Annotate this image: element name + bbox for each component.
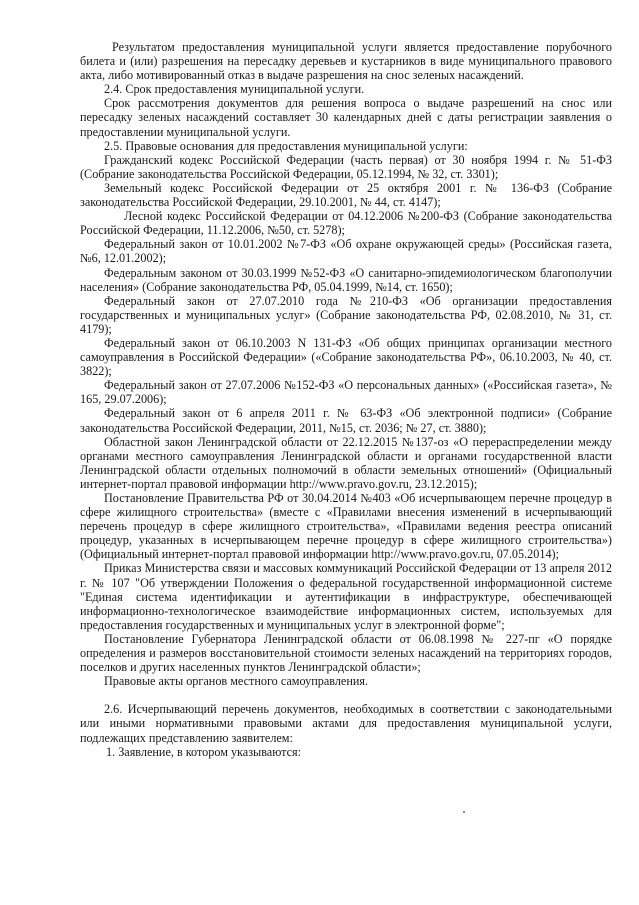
legal-basis-government-decree: Постановление Правительства РФ от 30.04.2014 №403 «Об исчерпывающем перечне процедур в сфере жилищного строительства» (вместе с «Правилами внесения изменений в исчерпывающий перечень процедур в сфере жилищного строительства», «Правилами ведения реестра описаний процедур, указанных в исчерпывающем перечне процедур в сфере жилищного строительства») (Официальный интернет-портал правовой информации http://www.pravo.gov.ru, 07.05.2014);: [80, 491, 612, 562]
document-body: [80, 40, 612, 759]
legal-basis-sanitary-law: Федеральным законом от 30.03.1999 №52-ФЗ «О санитарно-эпидемиологическом благополучии населения» (Собрание законодательства РФ, 05.04.1999, №14, ст. 1650);: [80, 265, 612, 294]
legal-basis-personal-data-law: Федеральный закон от 27.07.2006 №152-ФЗ «О персональных данных» («Российская газета», № 165, 29.07.2006);: [80, 378, 612, 407]
result-paragraph: Результатом предоставления муниципальной услуги является предоставление порубочного билета и (или) разрешения на пересадку деревьев и кустарников в виде муниципального правового акта, либо мотивированный отказ в выдаче разрешения на снос зеленых насаждений.: [80, 40, 612, 83]
section-2-5-heading: 2.5. Правовые основания для предоставления муниципальной услуги:: [104, 138, 468, 153]
legal-basis-forest-code: Лесной кодекс Российской Федерации от 04.12.2006 №200-ФЗ (Собрание законодательства Российской Федерации, 11.12.2006, №50, ст. 5278);: [80, 209, 612, 238]
legal-basis-local-acts: Правовые акты органов местного самоуправления.: [104, 674, 369, 689]
legal-basis-governor-decree: Постановление Губернатора Ленинградской области от 06.08.1998 № 227-пг «О порядке определения и размеров восстановительной стоимости зеленых насаждений на территориях городов, поселков и других населенных пунктов Ленинградской области»;: [80, 631, 612, 675]
legal-basis-civil-code: Гражданский кодекс Российской Федерации (часть первая) от 30 ноября 1994 г. № 51-ФЗ (Собрание законодательства Российской Федерации, 05.12.1994, № 32, ст. 3301);: [80, 152, 612, 181]
legal-basis-land-code: Земельный кодекс Российской Федерации от 25 октября 2001 г. № 136-ФЗ (Собрание законодательства Российской Федерации, 29.10.2001, № 44, ст. 4147);: [80, 180, 612, 210]
legal-basis-self-government-law: Федеральный закон от 06.10.2003 N 131-ФЗ «Об общих принципах организации местного самоуправления в Российской Федерации» («Собрание законодательства РФ», 06.10.2003, № 40, ст. 3822);: [80, 335, 612, 379]
legal-basis-regional-law: Областной закон Ленинградской области от 22.12.2015 №137-оз «О перераспределении между органами местного самоуправления Ленинградской области и органами государственной власти Ленинградской области отдельных полномочий в области земельных отношений» (Официальный интернет-портал правовой информации http://www.pravo.gov.ru, 23.12.2015);: [80, 434, 612, 491]
legal-basis-e-signature-law: Федеральный закон от 6 апреля 2011 г. № 63-ФЗ «Об электронной подписи» (Собрание законодательства Российской Федерации, 2011, №15, ст. 2036; № 27, ст. 3880);: [80, 406, 612, 435]
legal-basis-services-law: Федеральный закон от 27.07.2010 года №210-ФЗ «Об организации предоставления государственных и муниципальных услуг» (Собрание законодательства РФ, 02.08.2010, № 31, ст. 4179);: [80, 293, 612, 336]
section-2-4-heading: 2.4. Срок предоставления муниципальной услуги.: [104, 82, 365, 97]
section-2-6-heading: 2.6. Исчерпывающий перечень документов, необходимых в соответствии с законодательными или иными нормативными правовыми актами для предоставления муниципальной услуги, подлежащих представлению заявителем:: [80, 702, 612, 745]
legal-basis-ministry-order: Приказ Министерства связи и массовых коммуникаций Российской Федерации от 13 апреля 2012 г. № 107 "Об утверждении Положения о федеральной государственной информационной системе "Единая система идентификации и аутентификации в инфраструктуре, обеспечивающей информационно-технологическое взаимодействие информационных систем, используемых для предоставления государственных и муниципальных услуг в электронной форме";: [80, 561, 612, 632]
paragraph-gap: [80, 688, 612, 702]
term-paragraph: Срок рассмотрения документов для решения вопроса о выдаче разрешений на снос или пересадку зеленых насаждений составляет 30 календарных дней с даты регистрации заявления о предоставлении муниципальной услуги.: [80, 96, 612, 139]
scan-speck: [463, 811, 465, 813]
legal-basis-environment-law: Федеральный закон от 10.01.2002 №7-ФЗ «Об охране окружающей среды» (Российская газета, №6, 12.01.2002);: [80, 237, 612, 266]
list-item-application: 1. Заявление, в котором указываются:: [106, 744, 302, 759]
